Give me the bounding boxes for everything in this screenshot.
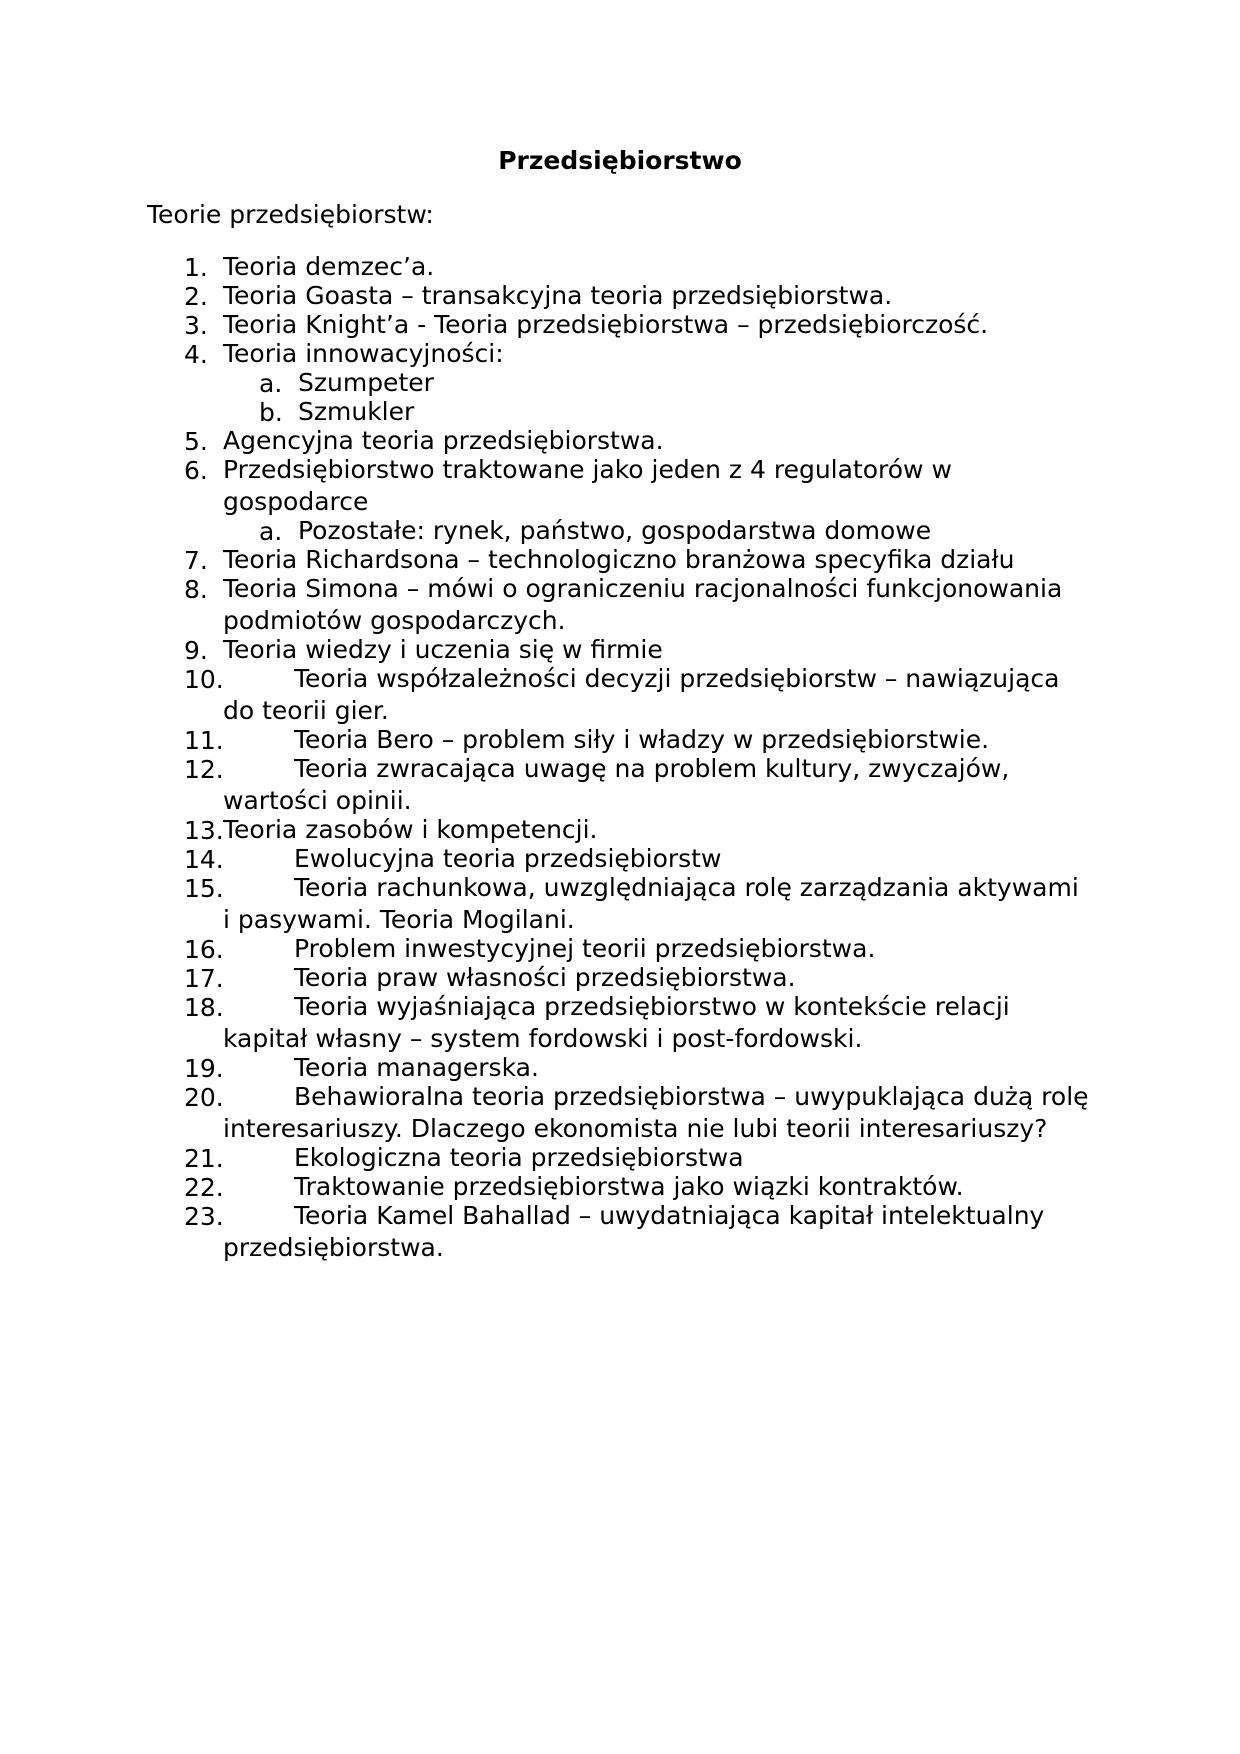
list-item-text: Teoria zasobów i kompetencji. — [223, 815, 598, 844]
list-marker: 4. — [184, 340, 208, 369]
list-item — [0, 1054, 1240, 1083]
list-item — [0, 636, 1240, 665]
list-marker: a. — [259, 369, 283, 398]
list-item — [0, 935, 1240, 964]
list-item-text: Teoria Goasta – transakcyjna teoria przedsiębiorstwa. — [223, 281, 893, 310]
list-item — [0, 816, 1240, 845]
list-item — [0, 1144, 1240, 1173]
sub-list-item — [0, 398, 1240, 427]
list-marker: 1. — [184, 253, 208, 282]
list-item — [0, 726, 1240, 755]
list-marker: 18. — [184, 993, 224, 1022]
list-marker: 10. — [184, 665, 224, 694]
list-marker: 7. — [184, 546, 208, 575]
list-marker: a. — [259, 517, 283, 546]
list-item-text: Teoria zwracająca uwagę na problem kultury, zwyczajów, wartości opinii. — [223, 754, 1010, 815]
list-marker: 15. — [184, 874, 224, 903]
document-title: Przedsiębiorstwo — [498, 146, 742, 175]
list-item-text: Teoria Bero – problem siły i władzy w przedsiębiorstwie. — [294, 725, 990, 754]
list-item-text: Teoria Knight’a - Teoria przedsiębiorstwa – przedsiębiorczość. — [223, 310, 989, 339]
list-item-text: Teoria rachunkowa, uwzględniająca rolę zarządzania aktywami i pasywami. Teoria Mogilani. — [223, 873, 1079, 934]
list-item-text: Behawioralna teoria przedsiębiorstwa – uwypuklająca dużą rolę interesariuszy. Dlaczego ekonomista nie lubi teorii interesariuszy? — [223, 1082, 1089, 1143]
list-item — [0, 575, 1240, 636]
list-item-text: Problem inwestycyjnej teorii przedsiębiorstwa. — [294, 934, 876, 963]
list-item-text: Teoria Kamel Bahallad – uwydatniająca kapitał intelektualny przedsiębiorstwa. — [223, 1201, 1045, 1262]
list-item — [0, 665, 1240, 726]
list-marker: 20. — [184, 1083, 224, 1112]
list-item-text: Szmukler — [298, 397, 415, 426]
list-item-text: Teoria innowacyjności: — [223, 339, 504, 368]
list-marker: 21. — [184, 1144, 224, 1173]
list-item — [0, 427, 1240, 456]
list-item — [0, 755, 1240, 816]
list-item — [0, 1083, 1240, 1144]
list-item — [0, 311, 1240, 340]
list-item-text: Teoria Simona – mówi o ograniczeniu racjonalności funkcjonowania podmiotów gospodarczych. — [223, 574, 1063, 635]
list-marker: 13. — [184, 816, 224, 845]
list-marker: 5. — [184, 427, 208, 456]
list-marker: 19. — [184, 1054, 224, 1083]
list-marker: 2. — [184, 282, 208, 311]
list-item — [0, 253, 1240, 282]
list-marker: 6. — [184, 456, 208, 485]
list-marker: b. — [259, 398, 283, 427]
list-marker: 11. — [184, 726, 224, 755]
list-marker: 17. — [184, 964, 224, 993]
list-item — [0, 993, 1240, 1054]
sub-list-item — [0, 517, 1240, 546]
theory-list — [0, 253, 1240, 1263]
list-item — [0, 546, 1240, 575]
list-item-text: Teoria managerska. — [294, 1053, 539, 1082]
list-marker: 9. — [184, 636, 208, 665]
list-item — [0, 874, 1240, 935]
list-item-text: Szumpeter — [298, 368, 434, 397]
list-item-text: Teoria wiedzy i uczenia się w firmie — [223, 635, 663, 664]
list-item-text: Ekologiczna teoria przedsiębiorstwa — [294, 1143, 744, 1172]
list-item — [0, 456, 1240, 517]
list-item — [0, 1202, 1240, 1263]
list-marker: 12. — [184, 755, 224, 784]
list-item — [0, 282, 1240, 311]
list-item-text: Teoria demzec’a. — [223, 252, 435, 281]
list-marker: 22. — [184, 1173, 224, 1202]
list-item — [0, 340, 1240, 369]
list-item-text: Teoria praw własności przedsiębiorstwa. — [294, 963, 796, 992]
sub-list-item — [0, 369, 1240, 398]
list-item-text: Teoria Richardsona – technologiczno branżowa specyfika działu — [223, 545, 1015, 574]
list-item-text: Agencyjna teoria przedsiębiorstwa. — [223, 426, 664, 455]
list-item-text: Traktowanie przedsiębiorstwa jako wiązki kontraktów. — [294, 1172, 964, 1201]
list-item-text: Pozostałe: rynek, państwo, gospodarstwa domowe — [298, 516, 932, 545]
list-item-text: Teoria wyjaśniająca przedsiębiorstwo w kontekście relacji kapitał własny – system fordowski i post-fordowski. — [223, 992, 1010, 1053]
list-item — [0, 1173, 1240, 1202]
list-marker: 16. — [184, 935, 224, 964]
list-marker: 14. — [184, 845, 224, 874]
list-marker: 23. — [184, 1202, 224, 1231]
list-item-text: Teoria współzależności decyzji przedsiębiorstw – nawiązująca do teorii gier. — [223, 664, 1060, 725]
list-marker: 3. — [184, 311, 208, 340]
list-item-text: Ewolucyjna teoria przedsiębiorstw — [294, 844, 722, 873]
list-marker: 8. — [184, 575, 208, 604]
intro-text: Teorie przedsiębiorstw: — [147, 200, 434, 229]
list-item-text: Przedsiębiorstwo traktowane jako jeden z 4 regulatorów w gospodarce — [223, 455, 952, 516]
list-item — [0, 964, 1240, 993]
list-item — [0, 845, 1240, 874]
